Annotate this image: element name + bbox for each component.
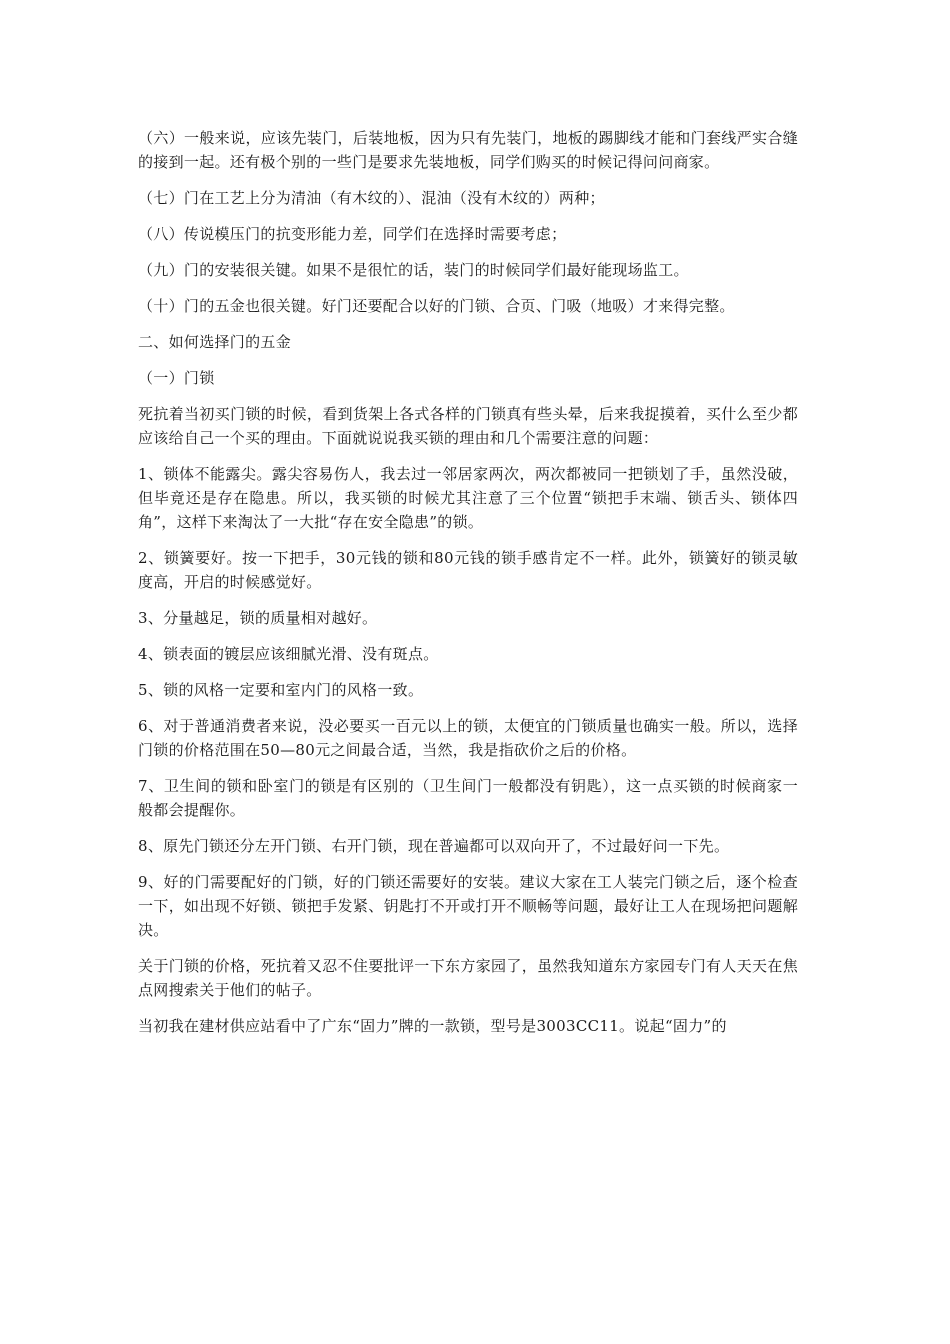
list-item-lock-8: 8、原先门锁还分左开门锁、右开门锁，现在普遍都可以双向开了，不过最好问一下先。 bbox=[138, 837, 730, 855]
document-page bbox=[138, 126, 798, 1050]
subsection-heading-door-lock: （一）门锁 bbox=[138, 369, 215, 387]
paragraph-lock-intro: 死抗着当初买门锁的时候，看到货架上各式各样的门锁真有些头晕，后来我捉摸着，买什么至少都应该给自己一个买的理由。下面就说说我买锁的理由和几个需要注意的问题： bbox=[138, 405, 798, 447]
list-item-lock-1: 1、锁体不能露尖。露尖容易伤人，我去过一邻居家两次，两次都被同一把锁划了手，虽然没破，但毕竟还是存在隐患。所以，我买锁的时候尤其注意了三个位置“锁把手末端、锁舌头、锁体四角”，这样下来淘汰了一大批“存在安全隐患”的锁。 bbox=[138, 465, 798, 531]
list-item-lock-7: 7、卫生间的锁和卧室门的锁是有区别的（卫生间门一般都没有钥匙），这一点买锁的时候商家一般都会提醒你。 bbox=[138, 777, 798, 819]
list-item-lock-6: 6、对于普通消费者来说，没必要买一百元以上的锁，太便宜的门锁质量也确实一般。所以，选择门锁的价格范围在50—80元之间最合适，当然，我是指砍价之后的价格。 bbox=[138, 717, 798, 759]
paragraph-8-molded-door: （八）传说模压门的抗变形能力差，同学们在选择时需要考虑； bbox=[138, 225, 567, 243]
paragraph-10-hardware: （十）门的五金也很关键。好门还要配合以好的门锁、合页、门吸（地吸）才来得完整。 bbox=[138, 297, 735, 315]
paragraph-6-install-order: （六）一般来说，应该先装门，后装地板，因为只有先装门，地板的踢脚线才能和门套线严实合缝的接到一起。还有极个别的一些门是要求先装地板，同学们购买的时候记得问问商家。 bbox=[138, 129, 798, 171]
list-item-lock-4: 4、锁表面的镀层应该细腻光滑、没有斑点。 bbox=[138, 645, 439, 663]
list-item-lock-5: 5、锁的风格一定要和室内门的风格一致。 bbox=[138, 681, 424, 699]
paragraph-7-craft-types: （七）门在工艺上分为清油（有木纹的）、混油（没有木纹的）两种； bbox=[138, 189, 605, 207]
list-item-lock-9: 9、好的门需要配好的门锁，好的门锁还需要好的安装。建议大家在工人装完门锁之后，逐个检查一下，如出现不好锁、锁把手发紧、钥匙打不开或打开不顺畅等问题，最好让工人在现场把问题解决。 bbox=[138, 873, 798, 939]
list-item-lock-3: 3、分量越足，锁的质量相对越好。 bbox=[138, 609, 378, 627]
paragraph-9-installation: （九）门的安装很关键。如果不是很忙的话，装门的时候同学们最好能现场监工。 bbox=[138, 261, 689, 279]
paragraph-lock-price: 关于门锁的价格，死抗着又忍不住要批评一下东方家园了，虽然我知道东方家园专门有人天天在焦点网搜索关于他们的帖子。 bbox=[138, 957, 798, 999]
paragraph-guli-lock: 当初我在建材供应站看中了广东“固力”牌的一款锁，型号是3003CC11。说起“固力”的 bbox=[138, 1017, 727, 1035]
list-item-lock-2: 2、锁簧要好。按一下把手，30元钱的锁和80元钱的锁手感肯定不一样。此外，锁簧好的锁灵敏度高，开启的时候感觉好。 bbox=[138, 549, 798, 591]
section-heading-hardware: 二、如何选择门的五金 bbox=[138, 333, 292, 351]
